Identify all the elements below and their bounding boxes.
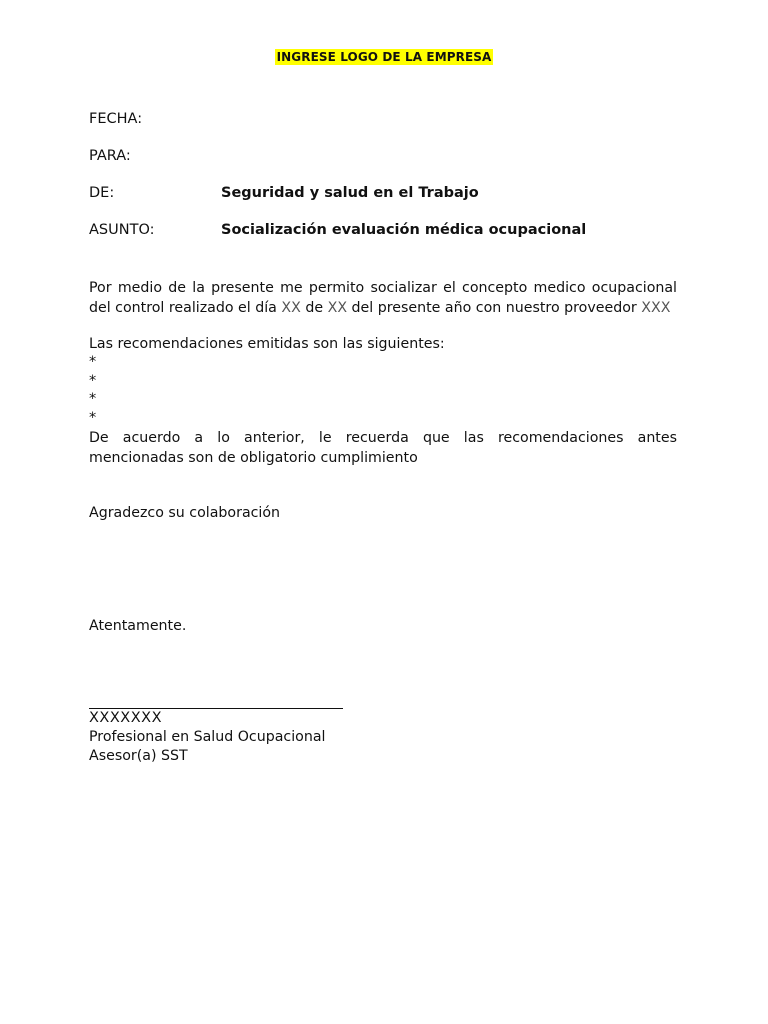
intro-text-2: de bbox=[300, 300, 328, 316]
de-label: DE: bbox=[89, 185, 115, 201]
logo-placeholder-text: INGRESE LOGO DE LA EMPRESA bbox=[276, 50, 492, 64]
intro-text-1: Por medio de la presente me permito socializar el concepto medico ocupacional del control realizado el día bbox=[89, 280, 677, 316]
list-item: * bbox=[89, 372, 97, 389]
recommendations-list bbox=[89, 353, 96, 427]
closing-line: Atentamente. bbox=[89, 618, 187, 634]
asunto-row bbox=[89, 222, 586, 238]
signature-line bbox=[89, 708, 343, 709]
list-item: * bbox=[89, 391, 97, 407]
signature-title: Profesional en Salud Ocupacional bbox=[89, 729, 326, 745]
thanks-line: Agradezco su colaboración bbox=[89, 505, 281, 521]
intro-paragraph bbox=[89, 278, 677, 318]
recommendations-intro: Las recomendaciones emitidas son las siguientes: bbox=[89, 336, 445, 352]
placeholder-day: XX bbox=[281, 300, 301, 316]
fecha-row bbox=[89, 111, 221, 127]
company-logo-placeholder bbox=[0, 46, 768, 65]
de-row bbox=[89, 185, 479, 201]
fecha-label: FECHA: bbox=[89, 111, 143, 127]
list-item: * bbox=[89, 409, 97, 426]
signature-name: XXXXXXX bbox=[89, 710, 163, 726]
asunto-label: ASUNTO: bbox=[89, 222, 155, 238]
intro-text-3: del presente año con nuestro proveedor bbox=[347, 300, 642, 316]
list-item: * bbox=[89, 354, 97, 370]
placeholder-month: XX bbox=[327, 300, 348, 316]
para-row bbox=[89, 148, 221, 164]
placeholder-provider: XXX bbox=[641, 300, 671, 316]
conclusion-paragraph: De acuerdo a lo anterior, le recuerda que las recomendaciones antes mencionadas son de obligatorio cumplimiento bbox=[89, 430, 677, 466]
para-label: PARA: bbox=[89, 148, 131, 164]
asunto-value: Socialización evaluación médica ocupacional bbox=[221, 222, 587, 238]
de-value: Seguridad y salud en el Trabajo bbox=[221, 185, 479, 201]
signature-role: Asesor(a) SST bbox=[89, 748, 188, 764]
